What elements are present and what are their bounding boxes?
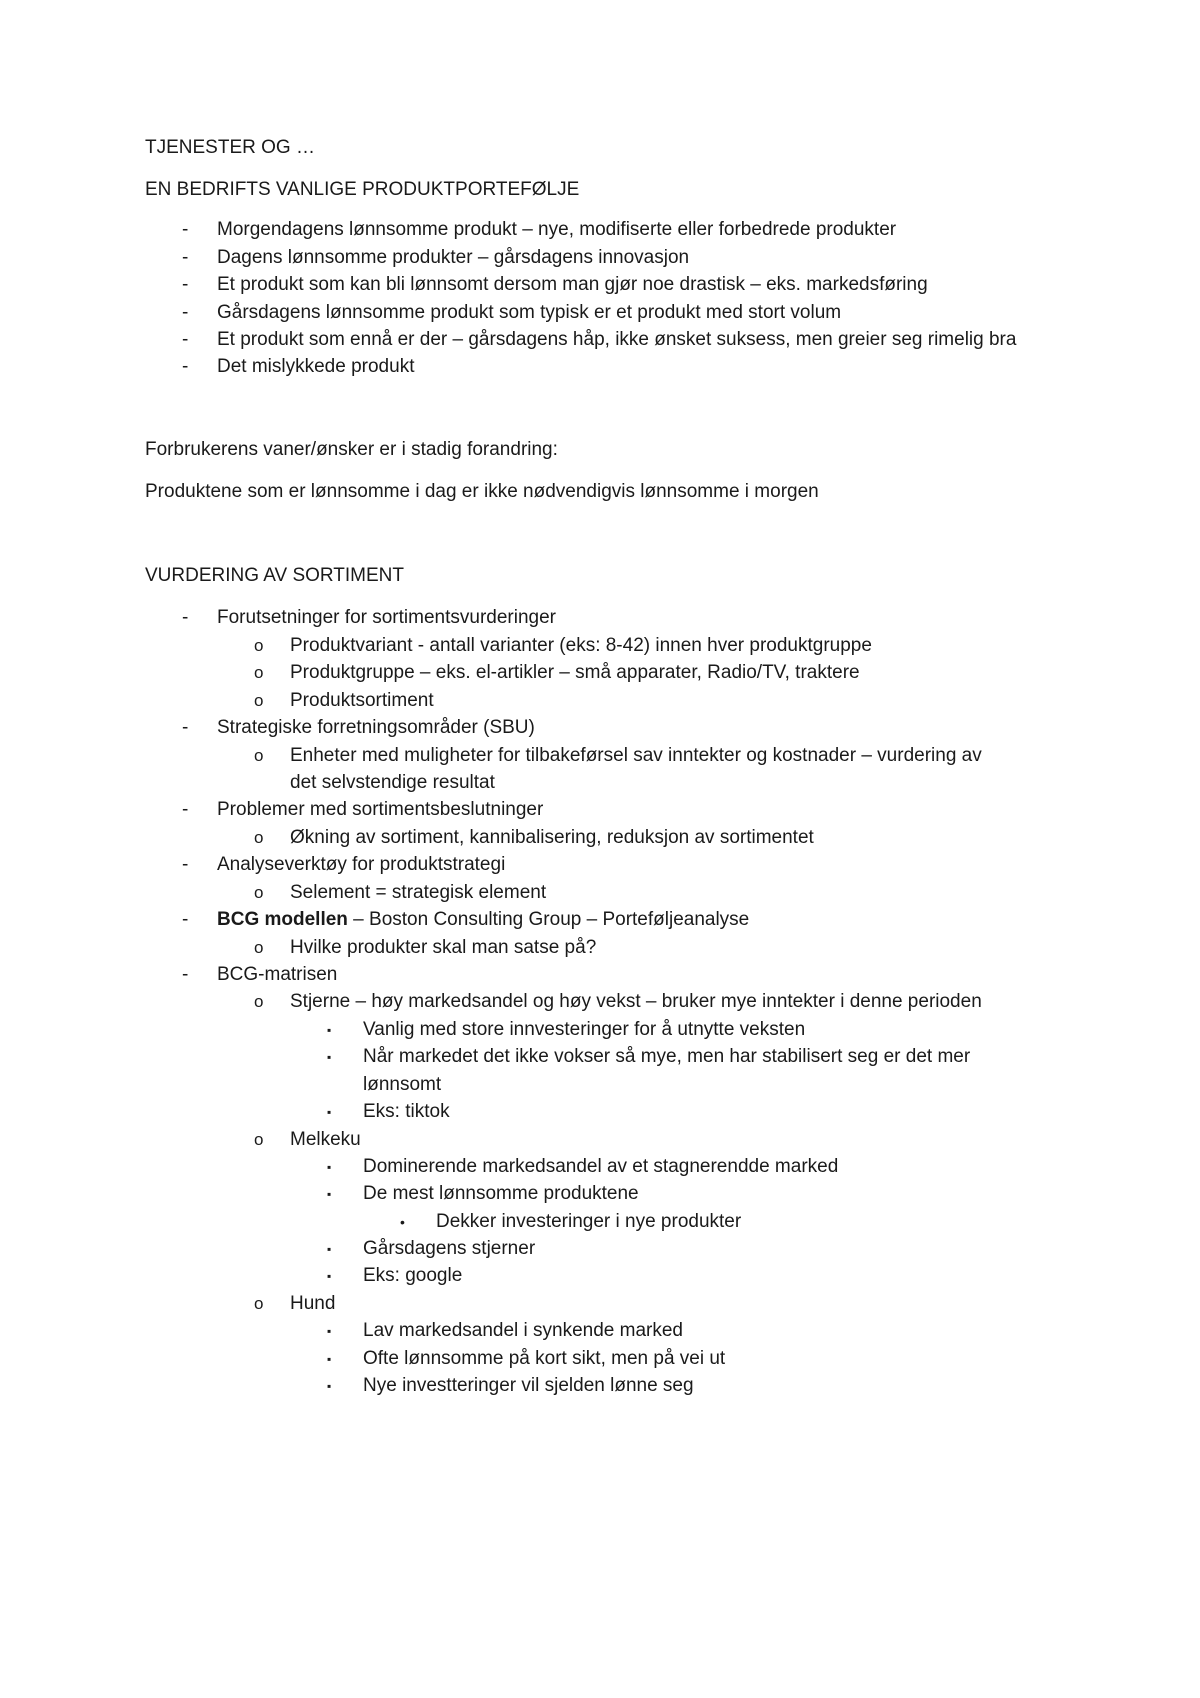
list-item: Produktvariant - antall varianter (eks: 8-42) innen hver produktgruppe xyxy=(290,635,872,656)
list-marker-square: ▪ xyxy=(327,1023,332,1037)
list-item: Nye investteringer vil sjelden lønne seg xyxy=(363,1375,694,1396)
list-marker-square: ▪ xyxy=(327,1324,332,1338)
list-marker-circle: o xyxy=(254,828,264,847)
list-marker-circle: o xyxy=(254,746,264,765)
list-marker-square: ▪ xyxy=(327,1352,332,1366)
list-item: Økning av sortiment, kannibalisering, reduksjon av sortimentet xyxy=(290,827,814,848)
list-marker-square: ▪ xyxy=(327,1105,332,1119)
list-marker-circle: o xyxy=(254,1130,264,1149)
list-item: Gårsdagens stjerner xyxy=(363,1238,536,1259)
list-item: Morgendagens lønnsomme produkt – nye, modifiserte eller forbedrede produkter xyxy=(217,219,897,240)
list-item: Forutsetninger for sortimentsvurderinger xyxy=(217,607,556,628)
list-item: Dekker investeringer i nye produkter xyxy=(436,1211,742,1232)
list-item-continuation: lønnsomt xyxy=(363,1074,442,1095)
list-marker-dash: - xyxy=(182,717,189,738)
list-item: Stjerne – høy markedsandel og høy vekst – bruker mye inntekter i denne perioden xyxy=(290,991,982,1012)
list-marker-circle: o xyxy=(254,636,264,655)
heading-tjenester: TJENESTER OG … xyxy=(145,137,315,158)
list-marker-square: ▪ xyxy=(327,1242,332,1256)
list-item: Når markedet det ikke vokser så mye, men har stabilisert seg er det mer xyxy=(363,1046,971,1067)
list-item: Et produkt som ennå er der – gårsdagens håp, ikke ønsket suksess, men greier seg rimelig bra xyxy=(217,329,1017,350)
list-item: Eks: google xyxy=(363,1265,463,1286)
list-item: BCG-matrisen xyxy=(217,964,338,985)
list-item: Hvilke produkter skal man satse på? xyxy=(290,937,597,958)
list-item: Eks: tiktok xyxy=(363,1101,450,1122)
list-item: De mest lønnsomme produktene xyxy=(363,1183,639,1204)
list-marker-circle: o xyxy=(254,992,264,1011)
list-item: Problemer med sortimentsbeslutninger xyxy=(217,799,544,820)
list-item: Vanlig med store innvesteringer for å utnytte veksten xyxy=(363,1019,806,1040)
list-marker-dash: - xyxy=(182,302,189,323)
list-marker-dash: - xyxy=(182,964,189,985)
list-marker-square: ▪ xyxy=(327,1379,332,1393)
list-item-bcg xyxy=(217,908,749,932)
bcg-bold-label: BCG modellen xyxy=(217,909,348,930)
paragraph-forbrukerens: Forbrukerens vaner/ønsker er i stadig forandring: xyxy=(145,439,558,460)
list-marker-dash: - xyxy=(182,219,189,240)
list-marker-dash: - xyxy=(182,329,189,350)
list-marker-square: ▪ xyxy=(327,1050,332,1064)
paragraph-produktene: Produktene som er lønnsomme i dag er ikke nødvendigvis lønnsomme i morgen xyxy=(145,481,819,502)
list-marker-dash: - xyxy=(182,799,189,820)
list-marker-dash: - xyxy=(182,356,189,377)
list-item: Gårsdagens lønnsomme produkt som typisk er et produkt med stort volum xyxy=(217,302,842,323)
list-marker-circle: o xyxy=(254,1294,264,1313)
list-item: Dagens lønnsomme produkter – gårsdagens innovasjon xyxy=(217,247,690,268)
list-item: Det mislykkede produkt xyxy=(217,356,415,377)
list-marker-dash: - xyxy=(182,607,189,628)
list-marker-dash: - xyxy=(182,909,189,930)
heading-produktportefolje: EN BEDRIFTS VANLIGE PRODUKTPORTEFØLJE xyxy=(145,179,580,200)
list-marker-circle: o xyxy=(254,938,264,957)
list-item: Melkeku xyxy=(290,1129,361,1150)
list-item: Strategiske forretningsområder (SBU) xyxy=(217,717,535,738)
bcg-description: – Boston Consulting Group – Porteføljeanalyse xyxy=(347,909,750,930)
list-marker-circle: o xyxy=(254,663,264,682)
list-marker-dot: • xyxy=(400,1214,405,1230)
list-item: Dominerende markedsandel av et stagnerendde marked xyxy=(363,1156,839,1177)
list-marker-square: ▪ xyxy=(327,1160,332,1174)
list-item: Hund xyxy=(290,1293,336,1314)
list-item: Analyseverktøy for produktstrategi xyxy=(217,854,506,875)
list-item: Selement = strategisk element xyxy=(290,882,547,903)
list-item: Produktgruppe – eks. el-artikler – små apparater, Radio/TV, traktere xyxy=(290,662,860,683)
list-item: Produktsortiment xyxy=(290,690,434,711)
list-marker-circle: o xyxy=(254,883,264,902)
list-item-continuation: det selvstendige resultat xyxy=(290,772,495,793)
list-item: Lav markedsandel i synkende marked xyxy=(363,1320,684,1341)
list-marker-square: ▪ xyxy=(327,1269,332,1283)
list-marker-square: ▪ xyxy=(327,1187,332,1201)
heading-vurdering: VURDERING AV SORTIMENT xyxy=(145,565,404,586)
list-item: Ofte lønnsomme på kort sikt, men på vei ut xyxy=(363,1348,726,1369)
list-marker-dash: - xyxy=(182,854,189,875)
list-item: Et produkt som kan bli lønnsomt dersom man gjør noe drastisk – eks. markedsføring xyxy=(217,274,928,295)
list-item: Enheter med muligheter for tilbakeførsel sav inntekter og kostnader – vurdering av xyxy=(290,745,982,766)
list-marker-circle: o xyxy=(254,691,264,710)
list-marker-dash: - xyxy=(182,247,189,268)
list-marker-dash: - xyxy=(182,274,189,295)
